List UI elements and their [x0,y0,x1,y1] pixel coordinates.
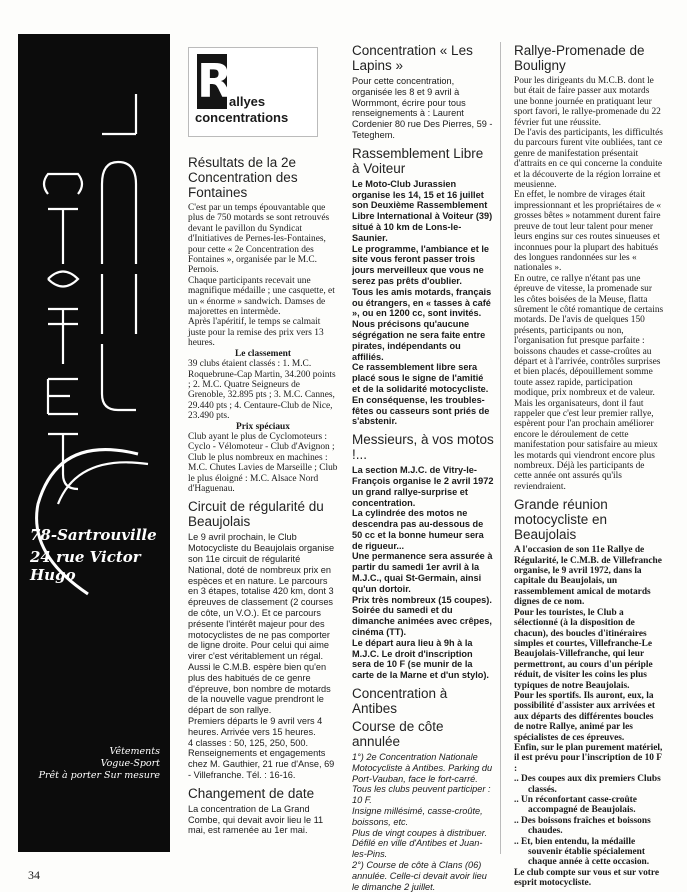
article-text: Mais les organisateurs, dont il faut rappeler que c'est leur premier rallye, espèrent pour l'an prochain améliorer encore le déroulement de cette manifestation pour satisfaire au mieux les motards qui viendront encore plus nombreux. Déjà les participants de cette année ont assurés qu'ils reviendraient. [514,398,658,492]
article-column-2 [352,38,494,892]
article-text: 39 clubs étaient classés : 1. M.C. Roquebrune-Cap Martin, 34.200 points ; 2. M.C. Quatre Seigneurs de Grenoble, 32.895 pts ; 3. M.C. Cannes, 29.440 pts ; 4. Centaure-Club de Nice, 23.490 pts. [188,359,336,422]
article-text: Pour les sportifs. Ils auront, eux, la possibilité d'assister aux arrivées et aux départs des différentes boucles de notre Rallye, animé par les spécialistes de ces épreuves. [514,690,655,743]
article-text: En effet, le nombre de virages était impressionnant et les propriétaires de « grosses bêtes » notamment durent faire preuve de tout leur talent pour mener leurs engins sur ces routes sinueuses et inconnues pour la plupart des habitués des longues randonnées sur les « nationales ». [514,190,662,274]
logo-line1: allyes [229,94,266,109]
article-text: A l'occasion de son 11e Rallye de Régularité, le C.M.B. de Villefranche organise, le 9 avril 1972, dans la capitale du Beaujolais, un rassemblement amical de motards dignes de ce nom. [514,545,662,608]
article-heading: Messieurs, à vos motos !... [352,432,494,463]
article-column-1 [188,150,338,836]
article-text: La concentration de La Grand Combe, qui devait avoir lieu le 11 mai, est ramenée au 1er mai. [188,803,324,836]
article-heading: Rallye-Promenade de Bouligny [514,43,645,73]
article-text: Premiers départs le 9 avril vers 4 heures. Arrivée vers 15 heures. [188,715,323,737]
article-text: Le 9 avril prochain, le Club Motocycliste du Beaujolais organise son 11e circuit de régularité National, doté de nombreux prix en espèces et en nature. Le parcours en 3 étapes, totalise 420 km, dont 3 épreuves de classement (2 courses de côte, un V.O.). Et ce parcours présente l'intérêt majeur pour des motocyclistes de ne pas comporter de ligne droite. Pour celui qui aime virer c'est véritablement un régal. Aussi le C.M.B. espère bien qu'en plus des habitués de ce genre d'épreuve, bon nombre de motards de la nouvelle vague prendront le départ de son rallye. [188,532,335,716]
article-text: Le départ aura lieu à 9h à la M.J.C. Le droit d'inscription sera de 10 F (se munir de la carte de la Marne et d'un stylo). [352,637,489,681]
article-text: 1°) 2e Concentration Nationale Motocycliste à Antibes. Parking du Port-Vauban, face le fort-carré. [352,752,493,784]
article-text: Pour les dirigeants du M.C.B. dont le but était de faire passer aux motards une bonne journée en pratiquant leur sport favori, le rallye-promenade du 22 février fut une réussite. [514,76,661,128]
article-heading: Course de côte annulée [352,719,444,750]
article-text: Pour cette concentration, organisée les 8 et 9 avril à Wormmont, écrire pour tous renseignements à : Laurent Cordenier 80 rue Des Pierres, 59 - Teteghem. [352,76,493,140]
article-text: Le Moto-Club Jurassien organise les 14, 15 et 16 juillet son Deuxième Rassemblement Libre International à Voiteur (39) situé à 10 km de Lons-le-Saunier. [352,178,493,243]
article-text: De l'avis des participants, les difficultés du parcours furent vite oubliées, tant ce genre de manifestation présentait d'attraits en ce qui concerne la conduite et la découverte de la région lorraine et meusienne. [514,128,663,191]
subheading: Prix spéciaux [236,421,290,432]
sport-center-logo-graphic [18,34,170,852]
subheading: Le classement [235,348,291,359]
article-heading: Circuit de régularité du Beaujolais [188,499,324,530]
list-item: .. Des coupes aux dix premiers Clubs classés. [514,774,661,795]
page-number: 34 [28,868,40,882]
article-text: Plus de vingt coupes à distribuer. [352,827,487,838]
article-text: En outre, ce rallye n'étant pas une épreuve de vitesse, la promenade sur les côtes boisées de la Meuse, flatta sûrement le côté romantique de certains motards. De l'avis de quelques 150 présents, participants ou non, l'organisation fut presque parfaite : boissons chaudes et casse-croûtes au départ et à l'arrivée, contrôles surprises et bien placés, dépouillement somme toute assez rapide, participation modique, prix nombreux et de valeur. [514,273,664,399]
article-text: Le club compte sur vous et sur votre esprit motocycliste. [514,867,660,889]
article-column-3 [514,38,664,889]
list-item: .. Des boissons fraîches et boissons chaudes. [514,815,651,837]
article-text: Tous les clubs peuvent participer : 10 F. [352,784,491,806]
rallyes-concentrations-logo [188,47,318,137]
article-text: 4 classes : 50, 125, 250, 500. [188,737,309,748]
article-heading: Grande réunion motocycliste en Beaujolais [514,497,608,543]
article-text: Ce rassemblement libre sera placé sous le signe de l'amitié et de la solidarité motocycliste. En conséquense, les troubles-fêtes ou casseurs sont priés de s'abstenir. [352,362,490,427]
article-text: Club ayant le plus de Cyclomoteurs : Cyclo - Vélomoteur - Club d'Avignon ; Club le plus nombreux en machines : M.C. Chutes Lavies de Marseille ; Club le plus éloigné : M.C. Alsace Nord d'Haguenau. [188,431,338,494]
article-text: C'est par un temps épouvantable que plus de 750 motards se sont retrouvés devant le pavillon du Syndicat d'Initiatives de Pernes-les-Fontaines, pour cette « 2e Concentration des Fontaines », organisée par le M.C. Pernois. [188,203,330,276]
logo-line2: concentrations [195,110,289,125]
article-text: La cylindrée des motos ne descendra pas au-dessous de 50 cc et la bonne humeur sera de rigueur... [352,508,484,551]
article-text: Après l'apéritif, le temps se calmait juste pour la remise des prix vers 13 heures. [188,317,324,349]
article-text: Défilé en ville d'Antibes et Juan-les-Pins. [352,838,483,860]
article-text: La section M.J.C. de Vitry-le-François organise le 2 avril 1972 un grand rallye-surprise et concentration. [352,465,494,508]
article-text: Chaque participants recevait une magnifique médaille ; une casquette, et un « énorme » sandwich. Damses de majorettes en intermède. [188,275,335,318]
ad-tagline-3: Prêt à porter Sur mesure [38,770,160,781]
article-text: 2°) Course de côte à Clans (06) annulée. Celle-ci devait avoir lieu le dimanche 2 juillet. [352,860,487,892]
ad-tagline-2: Vogue-Sport [100,758,160,769]
article-text: Tous les amis motards, français ou étrangers, en « tasses à café », ou en 1200 cc, sont invités. Nous précisons qu'aucune ségrégation ne sera faite entre pirates, indépendants ou affiliés. [352,286,492,362]
article-text: Le programme, l'ambiance et le site vous feront passer trois jours merveilleux que vous ne serez pas prêts d'oublier. [352,243,489,286]
article-heading: Rassemblement Libre à Voiteur [352,145,484,176]
list-item: .. Un réconfortant casse-croûte accompagné de Beaujolais. [514,795,637,816]
article-heading: Résultats de la 2e Concentration des Fontaines [188,155,298,200]
article-text: Prix très nombreux (15 coupes). Soirée du samedi et du dimanche animées avec crêpes, cinéma (TT). [352,594,492,638]
article-text: Pour les touristes, le Club a sélectionné (à la disposition de chacun), des boucles d'itinéraires simples et courtes, Villefranche-Le Beaujolais-Villefranche, qui leur permettront, au cours d'un périple réduit, de visiter les coins les plus typiques de notre Beaujolais. [514,607,653,691]
article-heading: Concentration « Les Lapins » [352,43,473,73]
sport-center-ad [18,34,170,852]
article-text: Enfin, sur le plan purement matériel, il est prévu pour l'inscription de 10 F : [514,742,663,774]
list-item: .. Et, bien entendu, la médaille souvenir établie spécialement chaque année à cette occasion. [514,836,650,868]
article-text: Une permanence sera assurée à partir du samedi 1er avril à la M.J.C., quai St-Germain, ainsi qu'un dortoir. [352,551,493,594]
logo-r-letter: R [197,54,233,108]
article-text: Insigne millésimé, casse-croûte, boissons, etc. [352,806,483,827]
ad-address-city: 78-Sartrouville [30,526,157,544]
article-heading: Changement de date [188,785,315,801]
column-divider [500,42,501,854]
ad-tagline-1: Vêtements [109,746,160,757]
article-heading: Concentration à Antibes [352,686,448,717]
ad-address-street: 24 rue Victor Hugo [30,548,141,584]
article-text: Renseignements et engagements chez M. Gauthier, 21 rue d'Anse, 69 - Villefranche. Tél. : 16-16. [188,748,335,780]
